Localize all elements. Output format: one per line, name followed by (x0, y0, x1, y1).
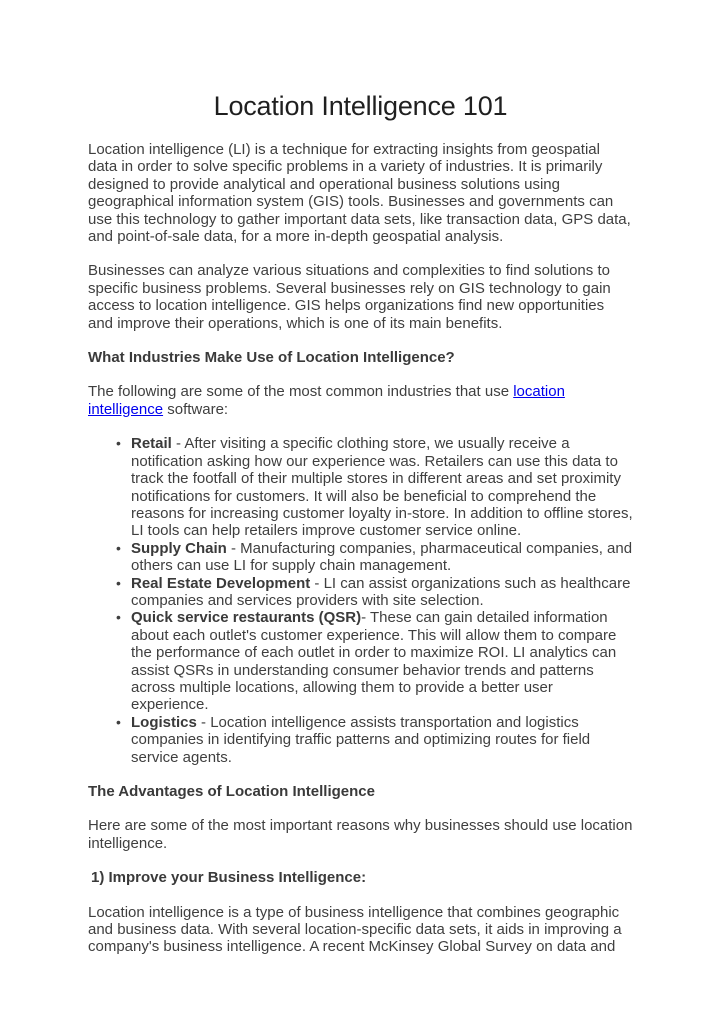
document-title: Location Intelligence 101 (213, 91, 508, 121)
industries-intro-text-before: The following are some of the most common industries that use (88, 383, 514, 401)
list-item-term: Real Estate Development (131, 574, 311, 592)
list-item-real-estate (131, 575, 633, 610)
industries-intro-text-after: software: (163, 400, 229, 418)
list-item-retail (131, 435, 633, 539)
industries-section-heading: What Industries Make Use of Location Intelligence? (88, 349, 455, 367)
list-item-desc: - These can gain detailed information about each outlet's customer experience. This will allow them to compare the performance of each outlet in order to maximize ROI. LI analytics can assist QSRs in understanding consumer behavior trends and patterns across multiple locations, allowing them to provide a better user experience. (131, 609, 617, 714)
list-item-desc: - Location intelligence assists transportation and logistics companies in identifying traffic patterns and optimizing routes for field service agents. (131, 713, 591, 766)
list-item-logistics (131, 714, 633, 766)
list-item-desc: - Manufacturing companies, pharmaceutical companies, and others can use LI for supply chain management. (131, 539, 633, 575)
list-item-desc: - LI can assist organizations such as healthcare companies and services providers with site selection. (131, 574, 631, 609)
advantage-1-heading: 1) Improve your Business Intelligence: (91, 869, 367, 887)
advantage-1-paragraph: Location intelligence is a type of business intelligence that combines geographic and business data. With several location-specific data sets, it aids in improving a company's business intelligence. A recent McKinsey Global Survey on data and (88, 903, 622, 956)
industries-list (88, 435, 633, 766)
list-item-qsr (131, 609, 633, 713)
list-item-term: Retail (131, 435, 172, 453)
advantages-section-heading: The Advantages of Location Intelligence (88, 783, 375, 800)
industries-intro-paragraph (88, 383, 633, 418)
list-item-term: Quick service restaurants (QSR) (131, 609, 362, 627)
list-item-supply-chain (131, 540, 633, 575)
advantages-intro-paragraph: Here are some of the most important reasons why businesses should use location intelligence. (88, 817, 633, 852)
intro-paragraph-2: Businesses can analyze various situations and complexities to find solutions to specific business problems. Several businesses rely on GIS technology to gain access to location intelligence. GIS helps organizations find new opportunities and improve their operations, which is one of its main benefits. (88, 262, 611, 332)
list-item-desc: - After visiting a specific clothing store, we usually receive a notification asking how our experience was. Retailers can use this data to track the footfall of their multiple stores in different areas and set proximity notifications for customers. It will also be beneficial to comprehend the reasons for increasing customer loyalty in-store. In addition to offline stores, LI tools can help retailers improve customer service online. (131, 435, 633, 540)
list-item-term: Supply Chain (131, 539, 227, 557)
location-intelligence-link[interactable]: location intelligence (88, 383, 565, 418)
list-item-term: Logistics (131, 713, 197, 731)
intro-paragraph-1: Location intelligence (LI) is a technique for extracting insights from geospatial data in order to solve specific problems in a variety of industries. It is primarily designed to provide analytical and operational business solutions using geographical information system (GIS) tools. Businesses and governments can use this technology to gather important data sets, like transaction data, GPS data, and point-of-sale data, for a more in-depth geospatial analysis. (88, 141, 631, 246)
